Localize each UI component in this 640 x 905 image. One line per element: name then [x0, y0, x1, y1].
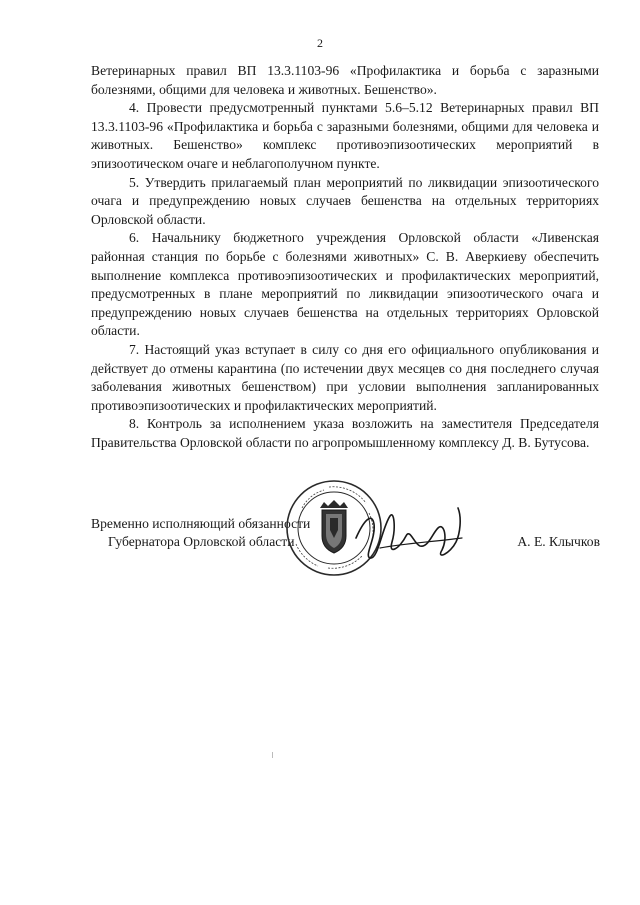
- paragraph-item-7: 7. Настоящий указ вступает в силу со дня его официального опубликования и действует до отмены карантина (по истечении двух месяцев со дня последнего случая заболевания животных бешенством) при условии выполнения запланированных противоэпизоотических и профилактических мероприятий.: [91, 341, 599, 413]
- document-body: [91, 62, 599, 452]
- signatory-title-line-1: Временно исполняющий обязанности: [91, 516, 311, 531]
- signatory-name: А. Е. Клычков: [517, 534, 600, 549]
- page-number: 2: [317, 36, 323, 50]
- paragraph-item-5: 5. Утвердить прилагаемый план мероприятий по ликвидации эпизоотического очага и предупреждению новых случаев бешенства на отдельных территориях Орловской области.: [91, 174, 599, 227]
- paragraph-continuation: Ветеринарных правил ВП 13.3.1103-96 «Профилактика и борьба с заразными болезнями, общими для человека и животных. Бешенство».: [91, 63, 599, 97]
- signatory-title-line-2: Губернатора Орловской области: [108, 534, 295, 549]
- scan-artifact: [272, 752, 273, 758]
- handwritten-signature-icon: [350, 498, 470, 568]
- signature-block: [0, 470, 640, 610]
- paragraph-item-8: 8. Контроль за исполнением указа возложить на заместителя Председателя Правительства Орловской области по агропромышленному комплексу Д. В. Бутусова.: [91, 416, 599, 450]
- paragraph-item-6: 6. Начальнику бюджетного учреждения Орловской области «Ливенская районная станция по борьбе с болезнями животных» С. В. Аверкиеву обеспечить выполнение комплекса противоэпизоотических и профилактических мероприятий, предусмотренных в плане мероприятий по ликвидации эпизоотического очага и предупреждению новых случаев бешенства на отдельных территориях Орловской области.: [91, 230, 599, 339]
- paragraph-item-4: 4. Провести предусмотренный пунктами 5.6–5.12 Ветеринарных правил ВП 13.3.1103-96 «Профилактика и борьба с заразными болезнями, общими для человека и животных. Бешенство» комплекс противоэпизоотических мероприятий в эпизоотическом очаге и неблагополучном пункте.: [91, 100, 599, 171]
